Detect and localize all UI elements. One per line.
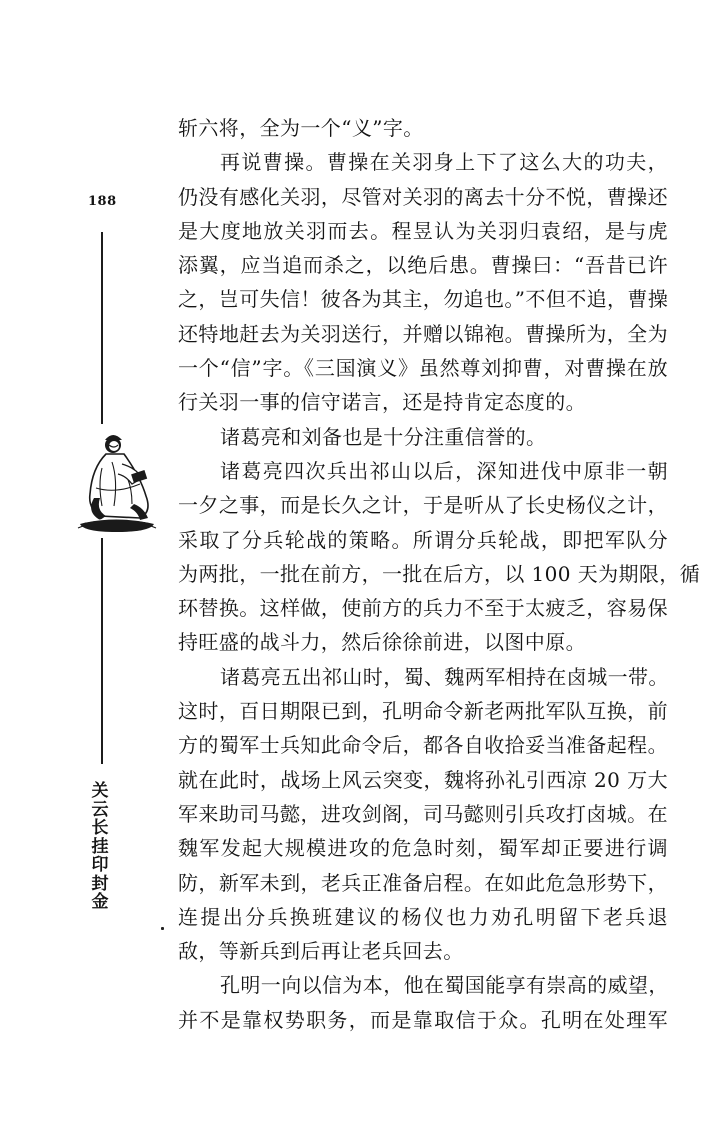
text-line: 这时，百日期限已到，孔明命令新老两批军队互换，前: [178, 699, 668, 724]
text-line: 孔明一向以信为本，他在蜀国能享有崇高的威望，: [220, 973, 669, 998]
text-line: 还特地赶去为关羽送行，并赠以锦袍。曹操所为，全为: [178, 321, 668, 346]
margin-rule-top: [101, 232, 103, 424]
text-line: 方的蜀军士兵知此命令后，都各自收拾妥当准备起程。: [178, 733, 668, 758]
text-line: 行关羽一事的信守诺言，还是持肯定态度的。: [178, 390, 586, 415]
text-line: 持旺盛的战斗力，然后徐徐前进，以图中原。: [178, 630, 586, 655]
text-line: 防，新军未到，老兵正准备启程。在如此危急形势下，: [178, 870, 668, 895]
text-line: 仍没有感化关羽，尽管对关羽的离去十分不悦，曹操还: [178, 184, 668, 209]
page-number: 188: [88, 194, 117, 209]
text-line: 再说曹操。曹操在关羽身上下了这么大的功夫，: [220, 150, 668, 175]
text-line: 为两批，一批在前方，一批在后方，以 100 天为期限，循: [178, 561, 701, 586]
chapter-title-char: 印: [91, 855, 109, 875]
print-speck: [161, 927, 164, 930]
text-line: 斩六将，全为一个“义”字。: [178, 116, 424, 140]
chapter-title-char: 封: [91, 873, 109, 894]
text-line: 敌，等新兵到后再让老兵回去。: [178, 939, 464, 964]
text-line: 军来助司马懿，进攻剑阁，司马懿则引兵攻打卤城。在: [178, 801, 668, 826]
chapter-title-char: 挂: [91, 836, 109, 857]
text-line: 添翼，应当追而杀之，以绝后患。曹操曰：“吾昔已许: [178, 253, 668, 278]
text-line: 并不是靠权势职务，而是靠取信于众。孔明在处理军: [178, 1007, 668, 1032]
chapter-title-char: 金: [91, 892, 109, 912]
text-line: 连提出分兵换班建议的杨仪也力劝孔明留下老兵退: [178, 904, 668, 929]
body-text: [178, 111, 701, 1037]
text-line: 就在此时，战场上风云突变，魏将孙礼引西凉 20 万大: [178, 767, 668, 792]
text-line: 之，岂可失信！彼各为其主，勿追也。”不但不追，曹操: [178, 287, 669, 312]
chapter-title-char: 云: [91, 799, 109, 820]
margin-rule-bottom: [101, 538, 103, 764]
chapter-title: [84, 782, 116, 912]
text-line: 一夕之事，而是长久之计，于是听从了长史杨仪之计，: [178, 493, 668, 518]
chapter-title-char: 关: [91, 781, 109, 801]
text-line: 魏军发起大规模进攻的危急时刻，蜀军却正要进行调: [178, 836, 668, 861]
text-line: 一个“信”字。《三国演义》虽然尊刘抑曹，对曹操在放: [178, 356, 668, 381]
text-line: 采取了分兵轮战的策略。所谓分兵轮战，即把军队分: [178, 527, 668, 552]
seated-scholar-illustration: [76, 428, 158, 536]
text-line: 环替换。这样做，使前方的兵力不至于太疲乏，容易保: [178, 596, 668, 621]
text-line: 是大度地放关羽而去。程昱认为关羽归袁绍，是与虎: [178, 218, 668, 243]
text-line: 诸葛亮和刘备也是十分注重信誉的。: [220, 424, 547, 449]
chapter-title-char: 长: [91, 818, 109, 838]
text-line: 诸葛亮四次兵出祁山以后，深知进伐中原非一朝: [220, 458, 668, 483]
text-line: 诸葛亮五出祁山时，蜀、魏两军相持在卤城一带。: [220, 664, 669, 689]
